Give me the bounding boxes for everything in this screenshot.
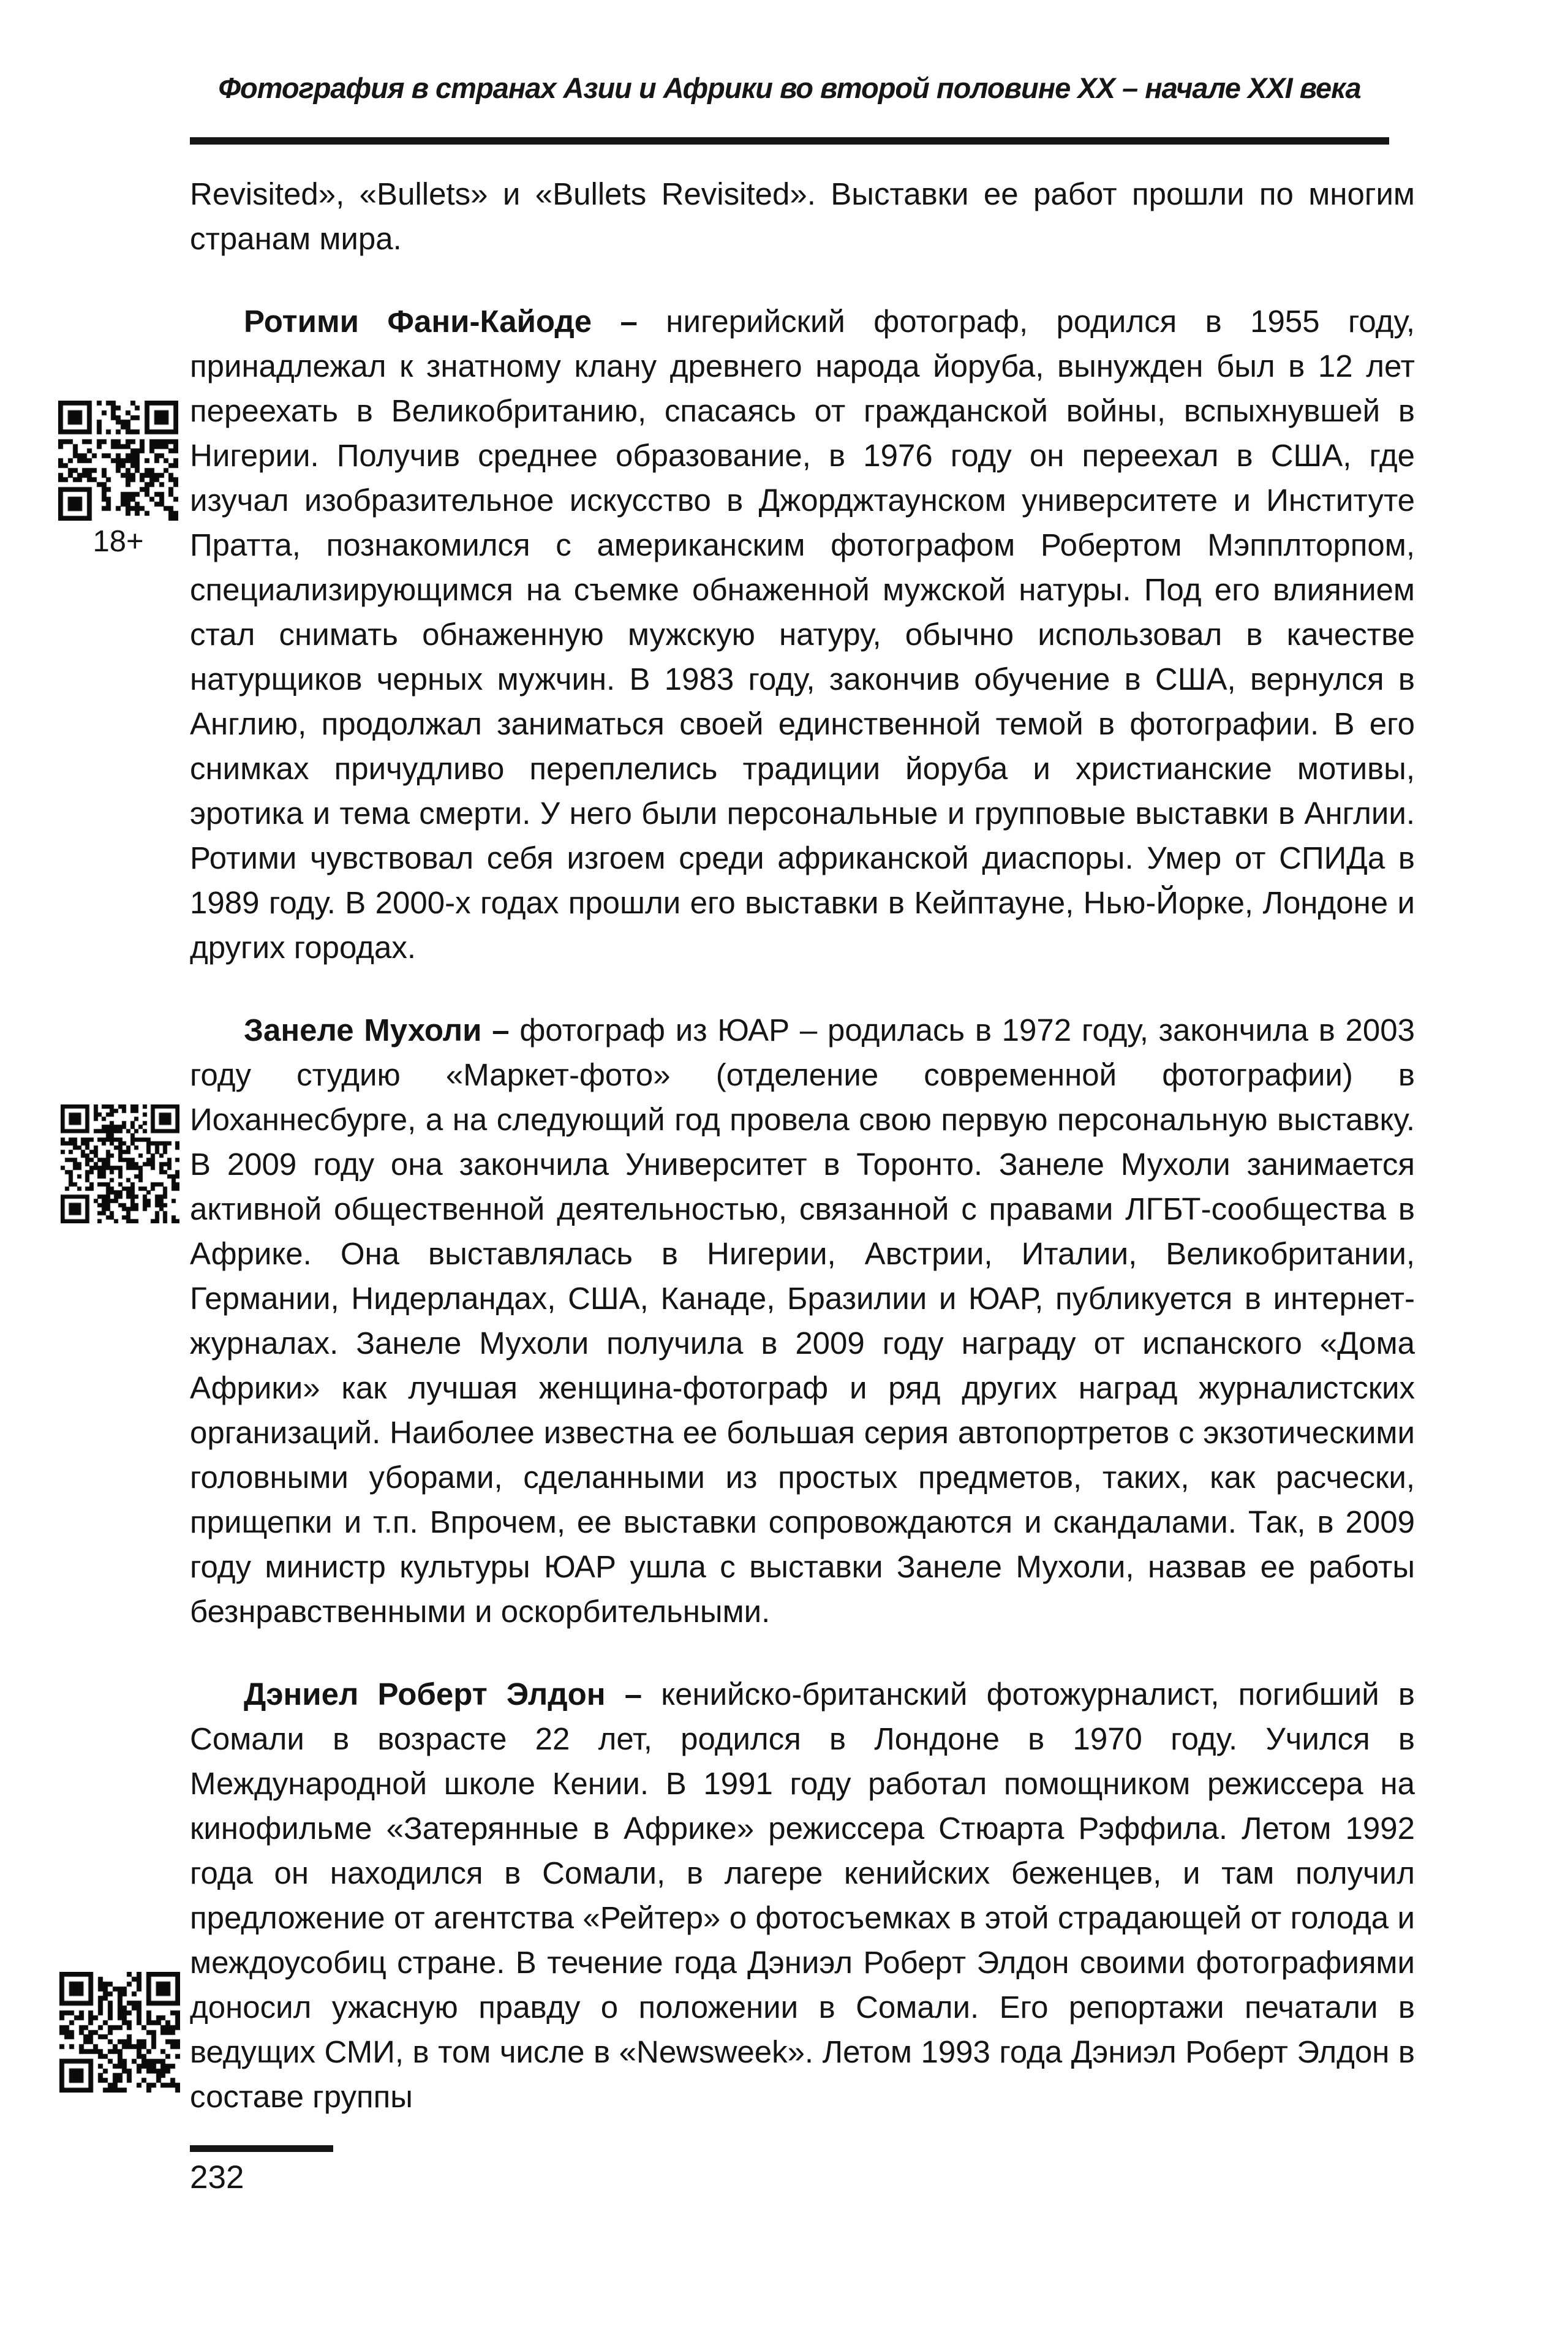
header-rule	[190, 137, 1389, 145]
paragraph-daniel-robert-eldon	[190, 1672, 1415, 2119]
qr-code-3	[59, 1972, 180, 2093]
person-name: Дэниел Роберт Элдон –	[244, 1677, 643, 1712]
paragraph-text: нигерийский фотограф, родился в 1955 году, принадлежал к знатному клану древнего народа йоруба, вынужден был в 12 лет переехать в Великобританию, спасаясь от гражданской войны, вспыхнувшей в Нигерии. Получив среднее образование, в 1976 году он переехал в США, где изучал изобразительное искусство в Джорджтаунском университете и Институте Пратта, познакомился с американским фотографом Робертом Мэпплторпом, специализирующимся на съемке обнаженной мужской натуры. Под его влиянием стал снимать обнаженную мужскую натуру, обычно использовал в качестве натурщиков черных мужчин. В 1983 году, закончив обучение в США, вернулся в Англию, продолжал заниматься своей единственной темой в фотографии. В его снимках причудливо переплелись традиции йоруба и христианские мотивы, эротика и тема смерти. У него были персональные и групповые выставки в Англии. Ротими чувствовал себя изгоем среди африканской диаспоры. Умер от СПИДа в 1989 году. В 2000-х годах прошли его выставки в Кейптауне, Нью-Йорке, Лондоне и других городах.	[190, 304, 1415, 965]
footer-rule	[190, 2145, 333, 2152]
age-rating-badge: 18+	[92, 525, 144, 558]
qr-code-1	[58, 401, 178, 521]
body-text	[190, 172, 1415, 2157]
running-title: Фотография в странах Азии и Африки во второй половине XX – начале XXI века	[218, 72, 1361, 104]
paragraph-continuation	[190, 172, 1415, 261]
paragraph-text: кенийско-британский фотожурналист, погибший в Сомали в возрасте 22 лет, родился в Лондоне в 1970 году. Учился в Международной школе Кении. В 1991 году работал помощником режиссера на кинофильме «Затерянные в Африке» режиссера Стюарта Рэффила. Летом 1992 года он находился в Сомали, в лагере кенийских беженцев, и там получил предложение от агентства «Рейтер» о фотосъемках в этой страдающей от голода и междоусобиц стране. В течение года Дэниэл Роберт Элдон своими фотографиями доносил ужасную правду о положении в Сомали. Его репортажи печатали в ведущих СМИ, в том числе в «Newsweek». Летом 1993 года Дэниэл Роберт Элдон в составе группы	[190, 1677, 1415, 2114]
person-name: Ротими Фани-Кайоде –	[244, 304, 638, 339]
paragraph-rotimi-fani-kayode	[190, 299, 1415, 970]
paragraph-zanele-muholi	[190, 1008, 1415, 1634]
page-number: 232	[190, 2159, 244, 2195]
paragraph-text: Revisited», «Bullets» и «Bullets Revisited». Выставки ее работ прошли по многим странам мира.	[190, 176, 1415, 256]
paragraph-text: фотограф из ЮАР – родилась в 1972 году, закончила в 2003 году студию «Маркет-фото» (отделение современной фотографии) в Иоханнесбурге, а на следующий год провела свою первую персональную выставку. В 2009 году она закончила Университет в Торонто. Занеле Мухоли занимается активной общественной деятельностью, связанной с правами ЛГБТ-сообщества в Африке. Она выставлялась в Нигерии, Австрии, Италии, Великобритании, Германии, Нидерландах, США, Канаде, Бразилии и ЮАР, публикуется в интернет-журналах. Занеле Мухоли получила в 2009 году награду от испанского «Дома Африки» как лучшая женщина-фотограф и ряд других наград журналистских организаций. Наиболее известна ее большая серия автопортретов с экзотическими головными уборами, сделанными из простых предметов, таких, как расчески, прищепки и т.п. Впрочем, ее выставки сопровождаются и скандалами. Так, в 2009 году министр культуры ЮАР ушла с выставки Занеле Мухоли, назвав ее работы безнравственными и оскорбительными.	[190, 1013, 1415, 1629]
qr-code-2	[61, 1104, 179, 1223]
person-name: Занеле Мухоли –	[244, 1013, 510, 1047]
